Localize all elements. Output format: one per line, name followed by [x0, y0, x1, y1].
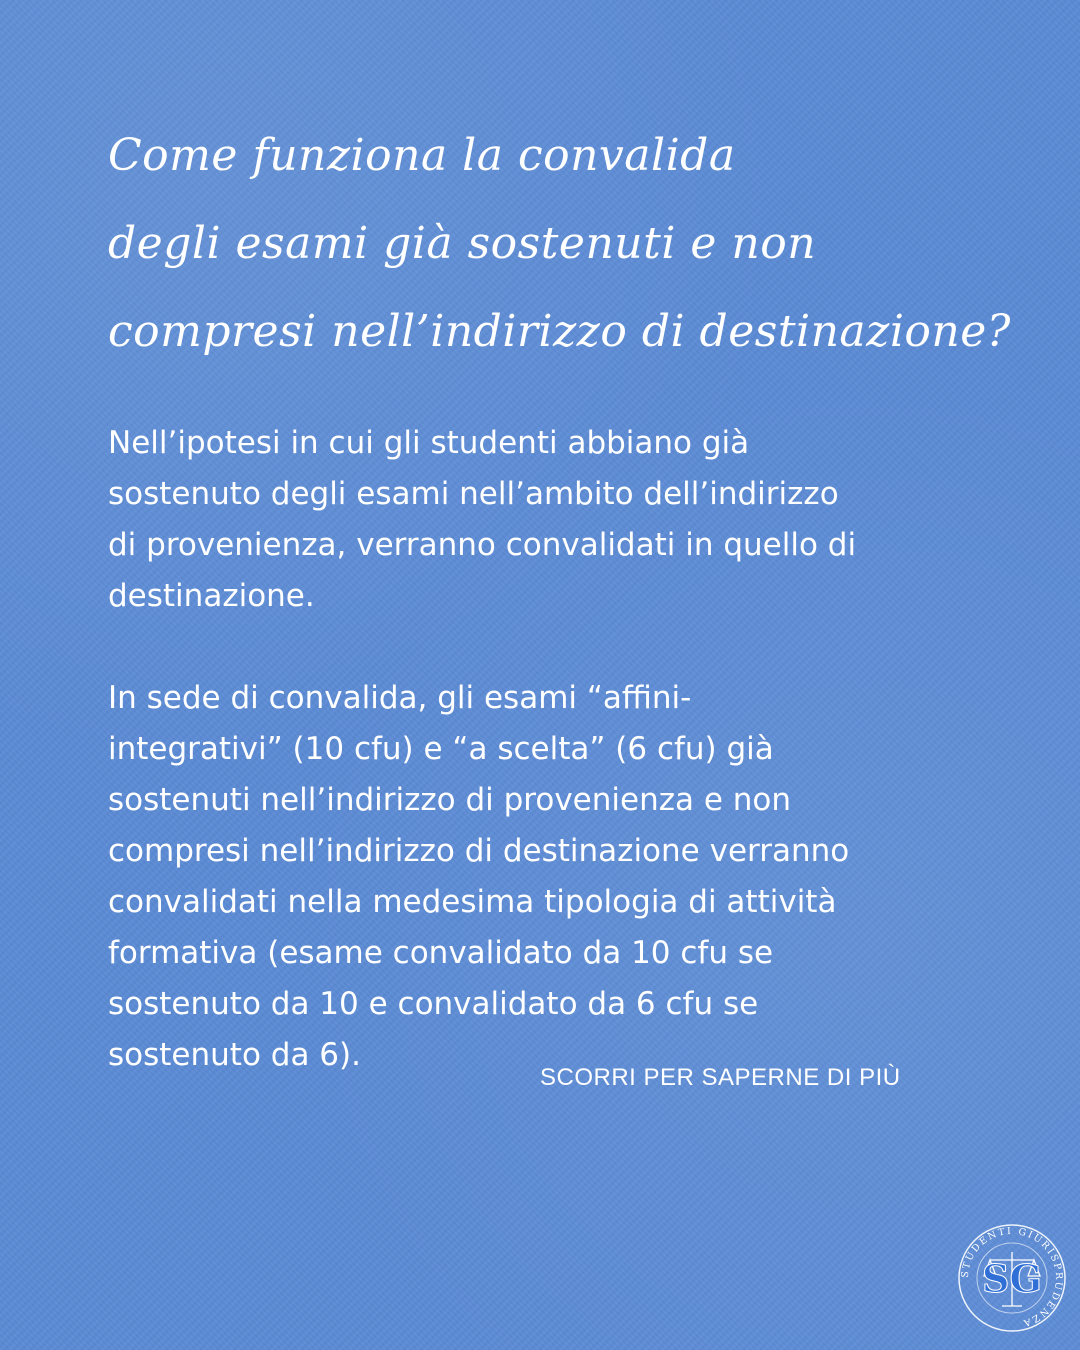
paragraph-line: compresi nell’indirizzo di destinazione verranno [108, 833, 850, 869]
paragraph-line: sostenuto degli esami nell’ambito dell’indirizzo [108, 476, 839, 512]
logo [956, 1222, 1068, 1334]
logo-ring-text: STUDENTI GIURISPRUDENZA [959, 1225, 1065, 1329]
paragraph-line: formativa (esame convalidato da 10 cfu se [108, 935, 774, 971]
paragraph-line: convalidati nella medesima tipologia di attività [108, 884, 837, 920]
paragraph-line: sostenuto da 10 e convalidato da 6 cfu se [108, 986, 759, 1022]
paragraph-2 [108, 673, 988, 1081]
title-line: degli esami già sostenuti e non [108, 218, 817, 269]
paragraph-line: destinazione. [108, 578, 315, 614]
body-text [108, 418, 988, 1081]
paragraph-line: sostenuto da 6). [108, 1037, 361, 1073]
paragraph-spacer [108, 622, 988, 673]
title-line: compresi nell’indirizzo di destinazione? [108, 306, 1011, 357]
logo-monogram: SG [982, 1256, 1042, 1301]
paragraph-line: In sede di convalida, gli esami “affini- [108, 680, 692, 716]
page-title [108, 112, 1011, 376]
paragraph-line: di provenienza, verranno convalidati in quello di [108, 527, 857, 563]
paragraph-1 [108, 418, 988, 622]
paragraph-line: Nell’ipotesi in cui gli studenti abbiano già [108, 425, 750, 461]
scroll-cta: SCORRI PER SAPERNE DI PIÙ [540, 1064, 901, 1091]
title-line: Come funziona la convalida [108, 130, 736, 181]
paragraph-line: integrativi” (10 cfu) e “a scelta” (6 cfu) già [108, 731, 774, 767]
paragraph-line: sostenuti nell’indirizzo di provenienza e non [108, 782, 792, 818]
